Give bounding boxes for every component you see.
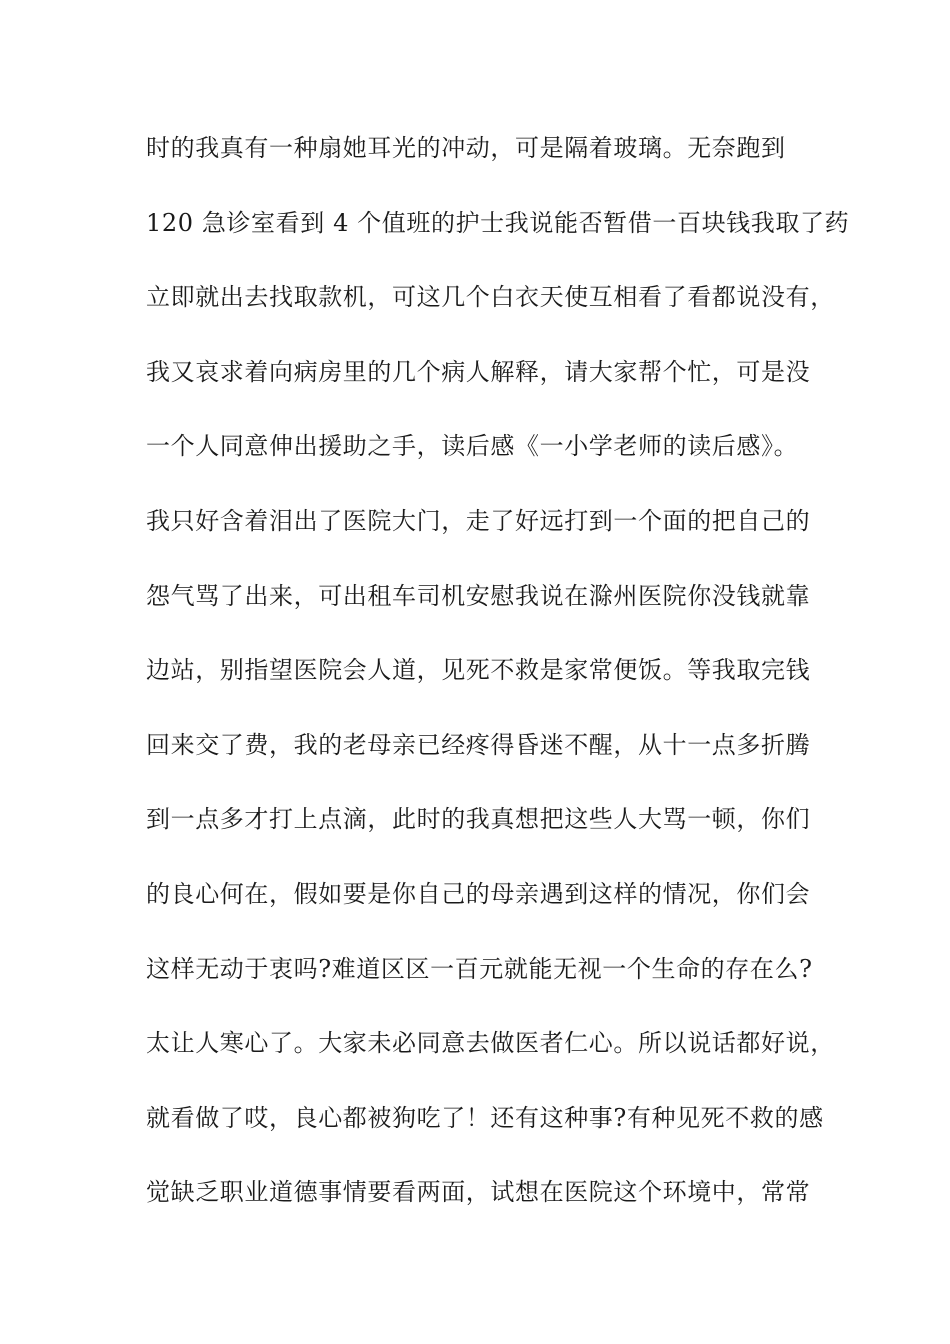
text-line: 就看做了哎，良心都被狗吃了！还有这种事?有种见死不救的感 <box>146 1103 824 1132</box>
body-text <box>146 128 850 1247</box>
text-line: 120 急诊室看到 4 个值班的护士我说能否暂借一百块钱我取了药 <box>146 208 850 237</box>
text-line: 这样无动于衷吗?难道区区一百元就能无视一个生命的存在么? <box>146 954 813 983</box>
text-line: 时的我真有一种扇她耳光的冲动，可是隔着玻璃。无奈跑到 <box>146 134 786 162</box>
text-line: 一个人同意伸出援助之手，读后感《一小学老师的读后感》。 <box>146 432 799 461</box>
text-line: 边站，别指望医院会人道，见死不救是家常便饭。等我取完钱 <box>146 656 811 685</box>
text-line: 我又哀求着向病房里的几个病人解释，请大家帮个忙，可是没 <box>146 357 811 386</box>
text-line: 太让人寒心了。大家未必同意去做医者仁心。所以说话都好说， <box>146 1029 835 1058</box>
text-line: 立即就出去找取款机，可这几个白衣天使互相看了看都说没有， <box>146 283 835 312</box>
text-line: 怨气骂了出来，可出租车司机安慰我说在滁州医院你没钱就靠 <box>146 581 811 610</box>
text-line: 到一点多才打上点滴，此时的我真想把这些人大骂一顿，你们 <box>146 805 811 834</box>
text-line: 回来交了费，我的老母亲已经疼得昏迷不醒，从十一点多折腾 <box>146 730 811 759</box>
text-line: 我只好含着泪出了医院大门，走了好远打到一个面的把自己的 <box>146 506 811 535</box>
text-line: 的良心何在，假如要是你自己的母亲遇到这样的情况，你们会 <box>146 879 811 908</box>
text-line: 觉缺乏职业道德事情要看两面，试想在医院这个环境中，常常 <box>146 1178 811 1207</box>
